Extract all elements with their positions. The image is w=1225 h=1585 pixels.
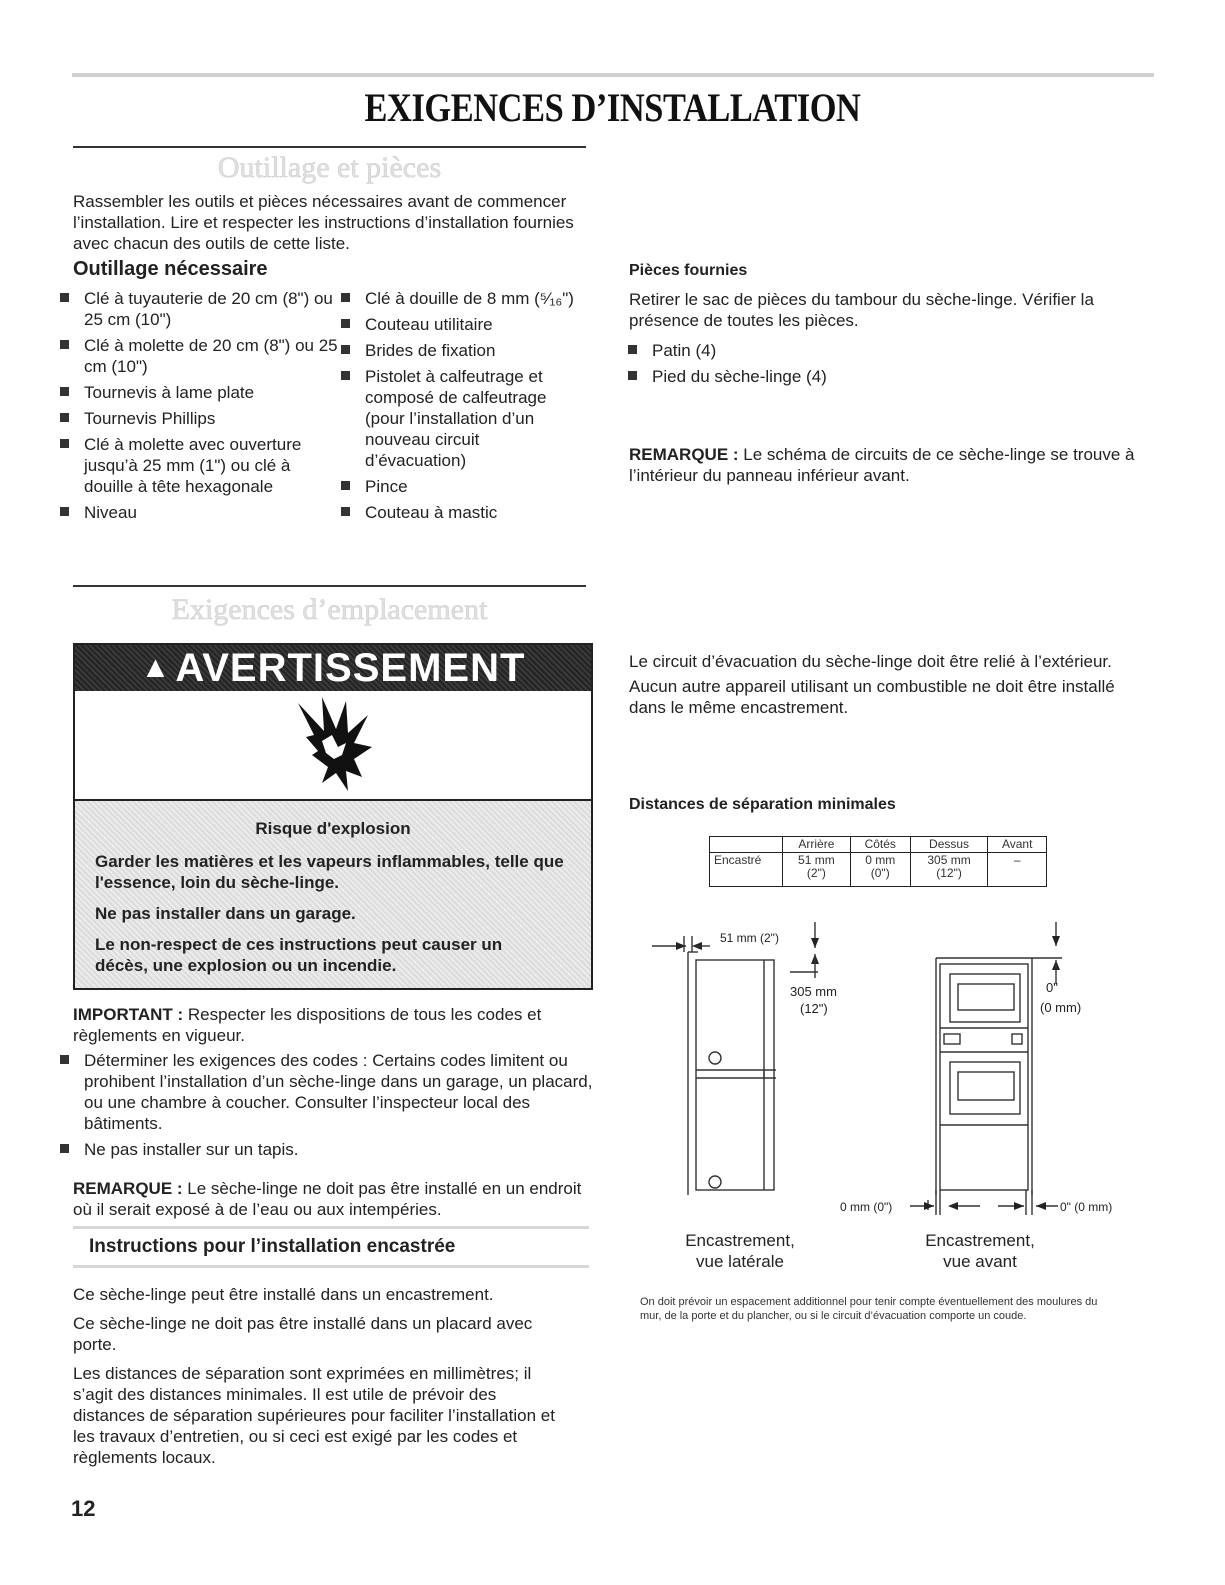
bullet-icon [60,413,69,422]
table-cell [710,837,783,853]
fuel-note: Aucun autre appareil utilisant un combustible ne doit être installé dans le même encastrement. [629,677,1115,717]
location-remark: REMARQUE : Le sèche-linge ne doit pas être installé en un endroit où il serait exposé à de l’eau ou aux intempéries. [73,1179,582,1219]
bullet-icon [628,371,637,380]
arrow-right-icon [924,1202,934,1210]
parts-intro: Retirer le sac de pièces du tambour du sèche-linge. Vérifier la présence de toutes les pièces. [629,290,1094,330]
warning-triangle-icon: ▲ [140,651,172,684]
front-upper-door [950,974,1020,1022]
side-dryer-outline [696,960,774,1190]
list-item: Clé à douille de 8 mm (⁵⁄₁₆") [338,288,600,309]
table-row [710,837,1047,853]
top-rule [72,73,1154,77]
warning-box [73,643,593,990]
table-cell: 305 mm (12") [910,853,988,887]
table-cell: 51 mm (2") [783,853,851,887]
list-item: Patin (4) [625,340,1025,361]
warning-band [75,645,591,691]
list-item: Clé à molette de 20 cm (8") ou 25 cm (10") [57,335,342,377]
page-title: EXIGENCES D’INSTALLATION [364,85,861,130]
warning-body [75,801,591,988]
list-item: Clé à molette avec ouverture jusqu’à 25 mm (1") ou clé à douille à tête hexagonale [57,434,342,497]
page-number: 12 [71,1496,96,1521]
recess-diagram [640,920,1160,1220]
warning-hazard: Risque d'explosion [255,819,411,838]
arrow-down-icon [811,938,819,948]
warning-line: Le non-respect de ces instructions peut causer un décès, une explosion ou un incendie. [95,935,503,975]
clearance-heading: Distances de séparation minimales [629,796,896,813]
arrow-left-icon [948,1202,958,1210]
parts-list [625,340,1025,392]
list-item: Clé à tuyauterie de 20 cm (8") ou 25 cm (10") [57,288,342,330]
list-item: Tournevis à lame plate [57,382,342,403]
warning-line: Ne pas installer dans un garage. [95,904,356,923]
recessed-p3: Les distances de séparation sont exprimées en millimètres; il s’agit des distances minimales. Il est utile de prévoir des distances de séparation supérieures pour faciliter l’installation et les travaux d’entretien, ou si ceci est exigé par les codes et règlements locaux. [73,1364,555,1467]
bullet-icon [341,507,350,516]
table-cell: Dessus [910,837,988,853]
diagram-note: On doit prévoir un espacement additionnel pour tenir compte éventuellement des moulures du mur, de la porte et du plancher, ou si le circuit d’évacuation comporte un coude. [640,1296,1098,1322]
tools-list-col2 [338,288,600,528]
bullet-icon [341,345,350,354]
bullet-icon [341,293,350,302]
front-top-in: 0" [1046,980,1058,995]
side-top-label: 51 mm (2") [720,931,779,945]
recessed-p1: Ce sèche-linge peut être installé dans un encastrement. [73,1285,494,1304]
section-heading-tools: Outillage et pièces [217,151,442,184]
list-item: Pistolet à calfeutrage et composé de calfeutrage (pour l’installation d’un nouveau circuit d’évacuation) [338,366,600,471]
front-dryer-outline [940,964,1028,1190]
important-note: IMPORTANT : Respecter les dispositions de tous les codes et règlements en vigueur. [73,1005,542,1045]
warning-icon-area [75,691,591,801]
arrow-down-icon [1052,936,1060,946]
table-row [710,853,1047,887]
table-cell: Avant [988,837,1047,853]
caption-side: Encastrement, vue latérale [685,1231,795,1271]
front-view-drawing [910,922,1062,1215]
arrow-left-icon [1036,1202,1046,1210]
explosion-icon [288,695,378,795]
list-item: Pince [338,476,600,497]
side-top-mm: 305 mm [790,984,837,999]
recessed-heading-bar [73,1226,589,1268]
warning-line: Garder les matières et les vapeurs inflammables, telle que l'essence, loin du sèche-linge. [95,852,564,892]
list-item: Pied du sèche-linge (4) [625,366,1025,387]
bullet-icon [60,387,69,396]
table-cell: Encastré [710,853,783,887]
table-cell: – [988,853,1047,887]
front-lower-door [950,1062,1020,1114]
tools-list-col1 [57,288,342,528]
list-item: Niveau [57,502,342,523]
table-cell: Côtés [850,837,910,853]
front-right-label: 0" (0 mm) [1060,1200,1113,1214]
bullet-icon [628,345,637,354]
clearance-table [709,836,1047,887]
tools-intro: Rassembler les outils et pièces nécessaires avant de commencer l’installation. Lire et respecter les instructions d’installation fournies avec chacun des outils de cette liste. [73,192,574,253]
bullet-icon [341,371,350,380]
bullet-icon [60,1144,69,1153]
list-item: Couteau à mastic [338,502,600,523]
side-view-drawing [652,922,819,1195]
section-rule [73,146,586,148]
side-knob-icon [709,1176,721,1188]
parts-remark: REMARQUE : Le schéma de circuits de ce sèche-linge se trouve à l’intérieur du panneau inférieur avant. [629,445,1135,485]
list-item: Couteau utilitaire [338,314,600,335]
recessed-p2: Ce sèche-linge ne doit pas être installé dans un placard avec porte. [73,1314,533,1354]
caption-front: Encastrement, vue avant [925,1231,1035,1271]
front-top-mm: (0 mm) [1040,1000,1082,1015]
arrow-right-icon [1014,1202,1024,1210]
list-item: Déterminer les exigences des codes : Certains codes limitent ou prohibent l’installation d’un sèche-linge dans un garage, un placard, ou une chambre à coucher. Consulter l’inspecteur local des bâtiments. [57,1050,597,1134]
side-top-in: (12") [800,1001,828,1016]
list-item: Tournevis Phillips [57,408,342,429]
section-rule [73,585,586,587]
exhaust-note: Le circuit d’évacuation du sèche-linge doit être relié à l’extérieur. [629,652,1112,671]
bullet-icon [60,1055,69,1064]
warning-title: AVERTISSEMENT [175,645,526,690]
list-item: Brides de fixation [338,340,600,361]
side-knob-icon [709,1052,721,1064]
tools-heading: Outillage nécessaire [73,258,268,280]
bullet-icon [60,439,69,448]
parts-heading: Pièces fournies [629,262,748,279]
bullet-icon [60,507,69,516]
section-heading-location: Exigences d’emplacement [171,593,488,626]
front-left-label: 0 mm (0") [840,1200,893,1214]
location-bullets [57,1050,597,1165]
table-cell: 0 mm (0") [850,853,910,887]
bullet-icon [341,481,350,490]
bullet-icon [60,340,69,349]
bullet-icon [60,293,69,302]
list-item: Ne pas installer sur un tapis. [57,1139,597,1160]
table-cell: Arrière [783,837,851,853]
recessed-heading: Instructions pour l’installation encastrée [89,1236,456,1257]
bullet-icon [341,319,350,328]
